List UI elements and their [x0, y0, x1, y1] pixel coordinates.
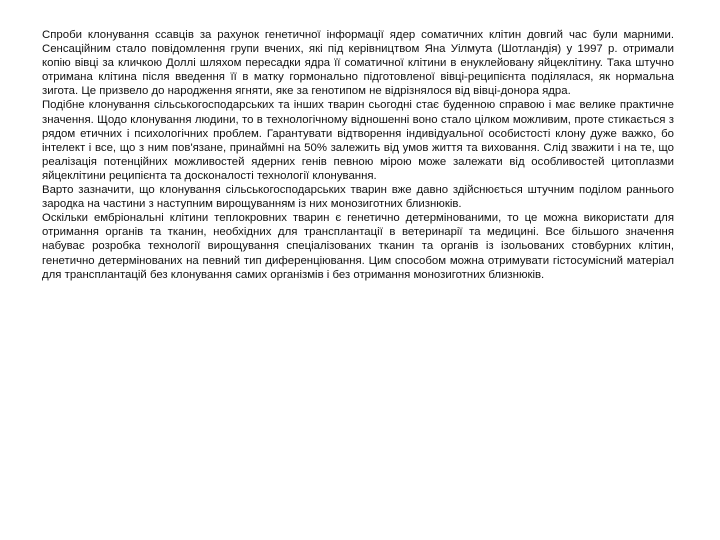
paragraph-stem-cells: Оскільки ембріональні клітини теплокровних тварин є генетично детермінованими, то це можна використати для отримання органів та тканин, необхідних для трансплантації в ветеринарії та медицині. Все більшого значення набуває розробка технології вирощування спеціалізованих тканин та органів із ізольованих стовбурних клітин, генетично детермінованих на певний тип диференціювання. Цим способом можна отримувати гістосумісний матеріал для трансплантацій без клонування самих організмів і без отримання монозиготних близнюків. [42, 212, 674, 281]
paragraph-embryo-division: Варто зазначити, що клонування сільськогосподарських тварин вже давно здійснюється штучним поділом раннього зародка на частини з наступним вирощуванням із них монозиготних близнюків. [42, 184, 674, 211]
body-text [42, 28, 674, 282]
paragraph-human-cloning: Подібне клонування сільськогосподарських та інших тварин сьогодні стає буденною справою і має велике практичне значення. Щодо клонування людини, то в технологічному відношенні воно стало цілком можливим, проте стикається з рядом етичних і психологічних проблем. Гарантувати відтворення індивідуальної особистості клону дуже важко, бо інтелект і все, що з ним пов'язане, принаймні на 50% залежить від умов життя та виховання. Слід зважити і на те, що реалізація потенційних можливостей ядерних генів певною мірою може залежати від особливостей цитоплазми яйцеклітини реципієнта та досконалості технології клонування. [42, 99, 674, 182]
paragraph-dolly-cloning: Спроби клонування ссавців за рахунок генетичної інформації ядер соматичних клітин довгий час були марними. Сенсаційним стало повідомлення групи вчених, які під керівництвом Яна Уілмута (Шотландія) у 1997 р. отримали копію вівці за кличкою Доллі шляхом пересадки ядра її соматичної клітини в енуклейовану яйцеклітину. Така штучно отримана клітина після введення її в матку гормонально підготовленої вівці-реципієнта поділялася, як нормальна зигота. Це призвело до народження ягняти, яке за генотипом не відрізнялося від вівці-донора ядра. [42, 29, 674, 98]
